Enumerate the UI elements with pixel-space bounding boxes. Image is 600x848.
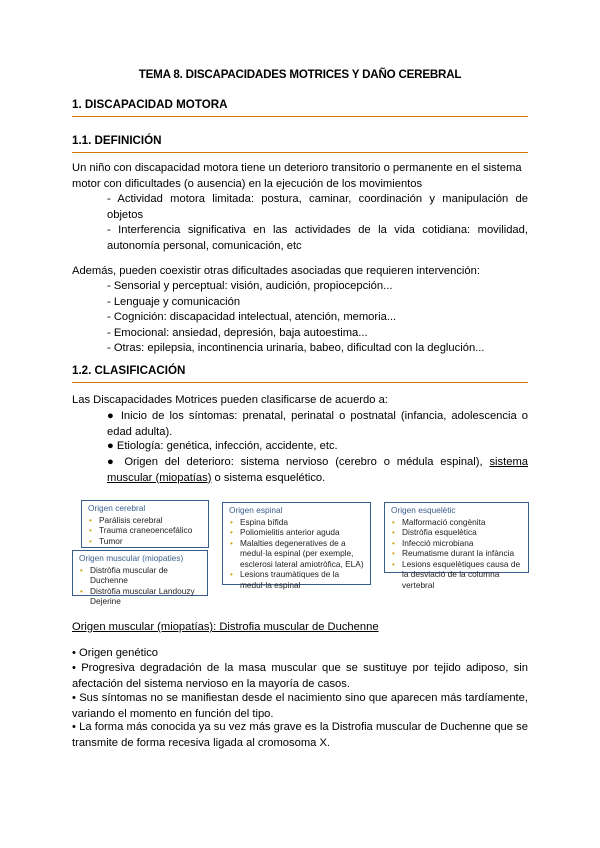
associated-item-1: - Sensorial y perceptual: visión, audición, propiocepción... (107, 280, 393, 292)
definition-line-2: motor con dificultades (o ausencia) en la ejecución de los movimientos (72, 178, 423, 190)
box-muscular-title: Origen muscular (miopaties) (79, 553, 184, 563)
list-item: • Trauma craneoencefálico (88, 525, 204, 536)
section-1-2-heading: 1.2. CLASIFICACIÓN (72, 364, 186, 377)
box-origen-espinal (222, 502, 371, 590)
document-title: TEMA 8. DISCAPACIDADES MOTRICES Y DAÑO CEREBRAL (138, 68, 462, 81)
box-origen-muscular (72, 550, 208, 606)
associated-item-2: - Lenguaje y comunicación (107, 296, 241, 308)
classification-bullet-3: ● Origen del deterioro: sistema nervioso (cerebro o médula espinal), sistema muscular (miopatías) o sistema esquelético. (107, 456, 528, 484)
box-cerebral-title: Origen cerebral (88, 503, 146, 513)
duchenne-point-4: • La forma más conocida ya su vez más grave es la Distrofia muscular de Duchenne que se transmite de forma recesiva ligada al cromosoma X. (72, 721, 528, 749)
box-origen-esqueletic (384, 502, 529, 590)
associated-item-3: - Cognición: discapacidad intelectual, atención, memoria... (107, 311, 397, 323)
duchenne-point-2: • Progresiva degradación de la masa muscular que se sustituye por tejido adiposo, sin afectación del sistema nervioso en la mayoría de casos. (72, 662, 528, 690)
associated-item-5: - Otras: epilepsia, incontinencia urinaria, babeo, dificultad con la deglución... (107, 342, 485, 354)
section-1-rule (72, 116, 528, 117)
list-item: • Tumor (88, 536, 204, 547)
definition-line-1: Un niño con discapacidad motora tiene un deterioro transitorio o permanente en el sistema (72, 162, 522, 174)
list-item: • Distròfia muscular Landouzy Dejerine (79, 586, 203, 607)
section-1-heading: 1. DISCAPACIDAD MOTORA (72, 98, 228, 111)
list-item: • Distròfia esquelètica (391, 527, 524, 538)
list-item: • Malformació congènita (391, 517, 524, 528)
list-item: • Distròfia muscular de Duchenne (79, 565, 203, 586)
duchenne-heading: Origen muscular (miopatías): Distrofia muscular de Duchenne (72, 621, 379, 633)
definition-item-2: - Interferencia significativa en las actividades de la vida cotidiana: movilidad, autonomía personal, comunicación, etc (107, 224, 528, 252)
duchenne-point-3: • Sus síntomas no se manifiestan desde el nacimiento sino que aparecen más tardíamente, variando el momento en función del tipo. (72, 692, 528, 720)
section-1-1-rule (72, 152, 528, 153)
muscular-system-link: sistema muscular (miopatías) (107, 456, 528, 484)
box-origen-cerebral (81, 500, 209, 548)
associated-item-4: - Emocional: ansiedad, depresión, baja autoestima... (107, 327, 368, 339)
section-1-1-heading: 1.1. DEFINICIÓN (72, 134, 162, 147)
list-item: • Parálisis cerebral (88, 515, 204, 526)
classification-bullet-2: ● Etiología: genética, infección, accidente, etc. (107, 440, 338, 452)
list-item: • Poliomielitis anterior aguda (229, 527, 366, 538)
list-item: • Espina bífida (229, 517, 366, 528)
list-item: • Infecció microbiana (391, 538, 524, 549)
list-item: • Malalties degeneratives de a medul·la espinal (per exemple, esclerosi lateral amiotròfica, ELA) (229, 538, 366, 570)
list-item: • Lesions esquelètiques causa de la desviació de la columna vertebral (391, 559, 524, 591)
classification-intro: Las Discapacidades Motrices pueden clasificarse de acuerdo a: (72, 394, 388, 406)
classification-bullet-1: ● Inicio de los síntomas: prenatal, perinatal o postnatal (infancia, adolescencia o edad adulta). (107, 410, 528, 438)
section-1-2-rule (72, 382, 528, 383)
list-item: • Lesions traumàtiques de la medul·la espinal (229, 569, 366, 590)
box-espinal-title: Origen espinal (229, 505, 283, 515)
definition-item-1: - Actividad motora limitada: postura, caminar, coordinación y manipulación de objetos (107, 193, 528, 221)
associated-intro: Además, pueden coexistir otras dificultades asociadas que requieren intervención: (72, 265, 480, 277)
list-item: • Reumatisme durant la infància (391, 548, 524, 559)
duchenne-point-1: • Origen genético (72, 647, 159, 659)
box-esqueletic-title: Origen esquelètic (391, 505, 456, 515)
